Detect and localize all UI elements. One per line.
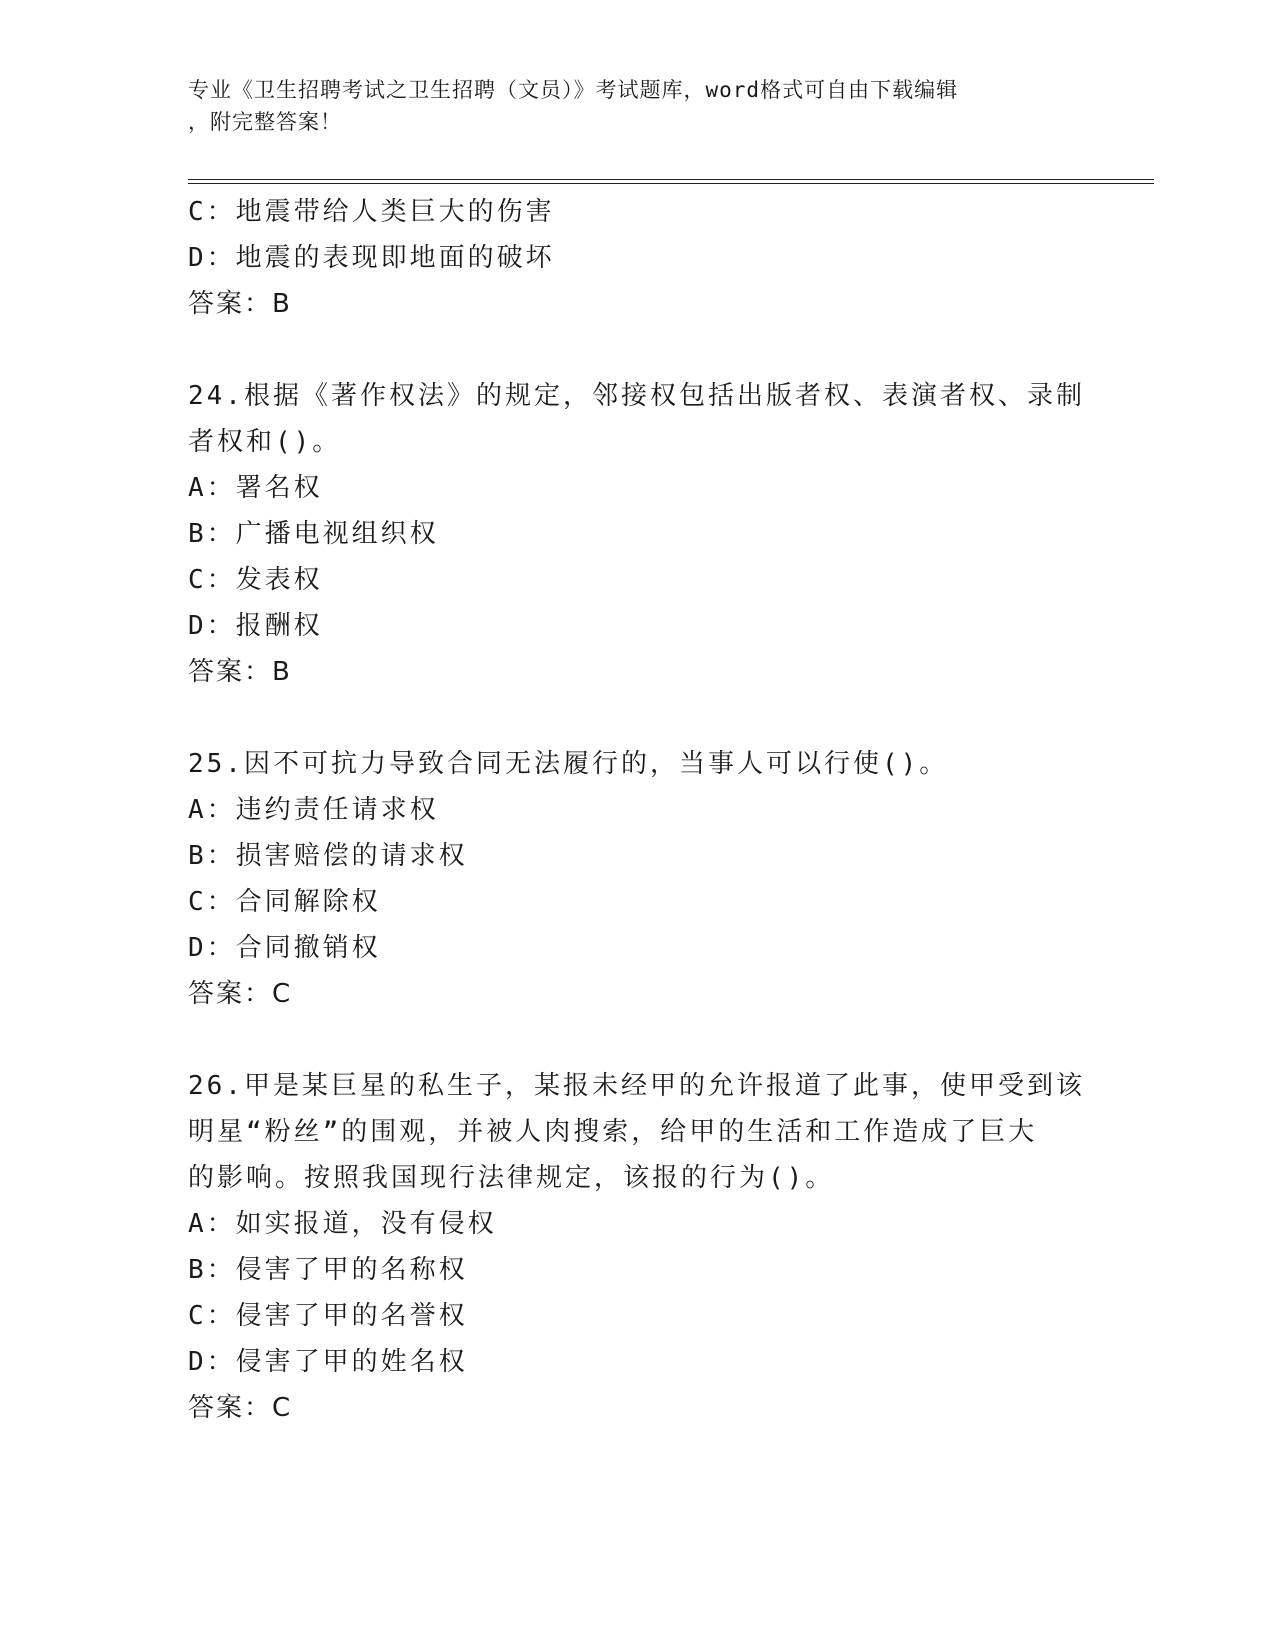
answer-label: 答案：C bbox=[188, 1393, 293, 1423]
option-c: C：合同解除权 bbox=[188, 887, 381, 917]
option-a: A：如实报道，没有侵权 bbox=[188, 1209, 497, 1239]
option-c: C：地震带给人类巨大的伤害 bbox=[188, 197, 555, 227]
option-a: A：违约责任请求权 bbox=[188, 795, 439, 825]
option-b: B：侵害了甲的名称权 bbox=[188, 1255, 468, 1285]
question-list bbox=[188, 189, 1088, 1431]
option-b: B：广播电视组织权 bbox=[188, 519, 439, 549]
option-d: D：侵害了甲的姓名权 bbox=[188, 1347, 468, 1377]
option-c: C：发表权 bbox=[188, 565, 323, 595]
question-25 bbox=[188, 741, 1088, 1017]
question-stem-line: 明星“粉丝”的围观，并被人肉搜索，给甲的生活和工作造成了巨大 bbox=[188, 1117, 1038, 1147]
header-title-line-2: ，附完整答案！ bbox=[188, 110, 342, 134]
option-d: D：地震的表现即地面的破坏 bbox=[188, 243, 555, 273]
question-stem-line: 者权和()。 bbox=[188, 427, 342, 457]
document-header bbox=[188, 74, 1078, 138]
answer-label: 答案：C bbox=[188, 979, 293, 1009]
question-spacer bbox=[188, 1017, 1088, 1063]
option-d: D：合同撤销权 bbox=[188, 933, 381, 963]
question-26 bbox=[188, 1063, 1088, 1431]
question-stem-line: 26.甲是某巨星的私生子，某报未经甲的允许报道了此事，使甲受到该 bbox=[188, 1071, 1085, 1101]
question-24 bbox=[188, 373, 1088, 695]
question-spacer bbox=[188, 695, 1088, 741]
question-stem-line: 24.根据《著作权法》的规定，邻接权包括出版者权、表演者权、录制 bbox=[188, 381, 1085, 411]
option-d: D：报酬权 bbox=[188, 611, 323, 641]
header-title-line-1: 专业《卫生招聘考试之卫生招聘（文员）》考试题库，word格式可自由下载编辑 bbox=[188, 78, 959, 102]
option-b: B：损害赔偿的请求权 bbox=[188, 841, 468, 871]
question-stem-line: 的影响。按照我国现行法律规定，该报的行为()。 bbox=[188, 1163, 835, 1193]
option-a: A：署名权 bbox=[188, 473, 323, 503]
header-divider-bottom bbox=[188, 183, 1154, 184]
answer-label: 答案：B bbox=[188, 289, 292, 319]
question-spacer bbox=[188, 327, 1088, 373]
question-stem-line: 25.因不可抗力导致合同无法履行的，当事人可以行使()。 bbox=[188, 749, 949, 779]
header-divider-top bbox=[188, 179, 1154, 180]
answer-label: 答案：B bbox=[188, 657, 292, 687]
question-23-tail bbox=[188, 189, 1088, 327]
option-c: C：侵害了甲的名誉权 bbox=[188, 1301, 468, 1331]
